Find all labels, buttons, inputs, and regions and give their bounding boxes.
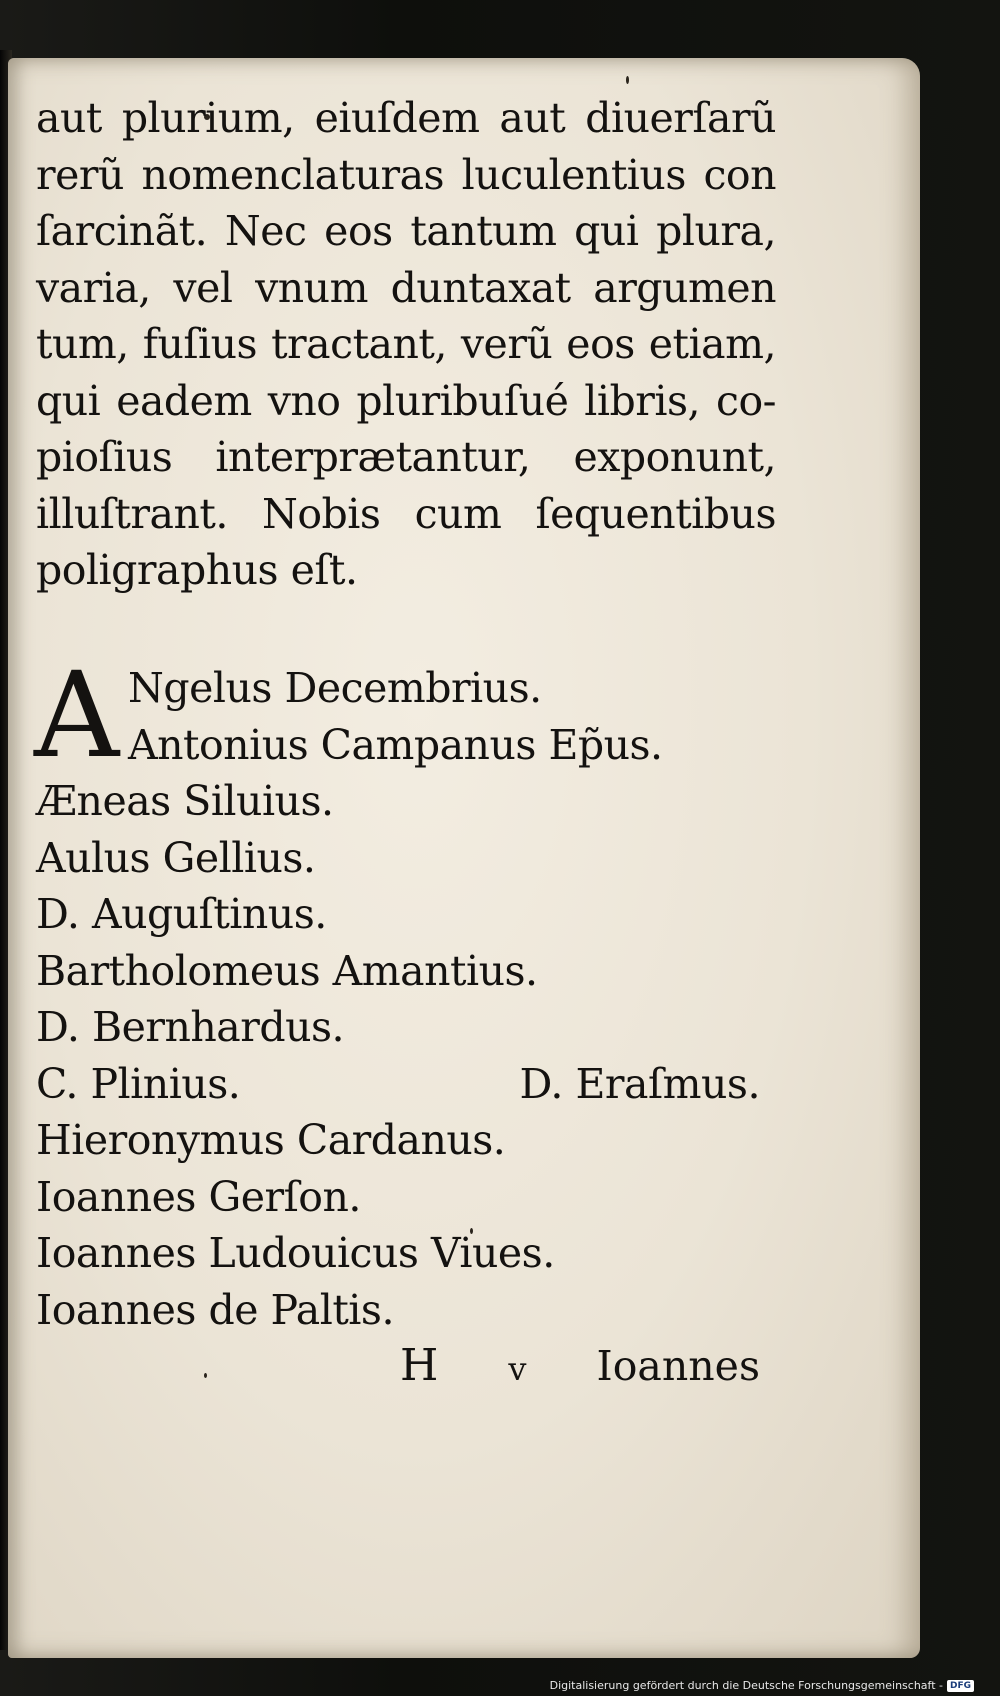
author-name: Bartholomeus Amantius. — [36, 946, 538, 995]
author-name: Ioannes de Paltis. — [36, 1285, 394, 1334]
body-paragraph — [36, 90, 776, 599]
drop-cap-letter: A — [34, 646, 119, 784]
credit-text: Digitalisierung gefördert durch die Deutsche Forschungsgemeinschaft - — [549, 1679, 943, 1692]
author-name: Antonius Campanus Ep̃us. — [128, 720, 663, 769]
signature-mark: H — [400, 1340, 439, 1391]
author-name: Ioannes Gerſon. — [36, 1172, 361, 1221]
ink-speck — [204, 1373, 207, 1378]
body-line: illuſtrant. Nobis cum ſequentibus — [36, 489, 776, 538]
author-name: D. Auguſtinus. — [36, 890, 327, 938]
author-name: Æneas Siluius. — [36, 777, 334, 825]
author-name: Ngelus Decembrius. — [128, 664, 542, 712]
body-line: tum, fuſius tractant, verũ eos etiam, — [36, 320, 776, 368]
ink-speck — [626, 76, 629, 84]
body-line: aut plurium, eiuſdem aut diuerſarũ — [36, 94, 776, 142]
dfg-logo-icon: DFG — [947, 1680, 974, 1692]
author-name: D. Bernhardus. — [36, 1003, 345, 1051]
author-list — [34, 646, 760, 1338]
author-name: C. Plinius. — [36, 1059, 241, 1108]
body-line: ſarcinãt. Nec eos tantum qui plura, — [36, 207, 776, 255]
digitization-credit — [550, 1679, 974, 1692]
signature-catchword-line — [400, 1340, 760, 1391]
drop-cap-entry — [34, 646, 756, 784]
drop-cap-lines — [128, 660, 663, 773]
author-name-pair — [36, 1056, 760, 1113]
body-line: rerũ nomenclaturas luculentius con — [36, 150, 776, 199]
author-name: D. Eraſmus. — [519, 1059, 760, 1108]
catchword: Ioannes — [596, 1342, 760, 1390]
author-name: Aulus Gellius. — [36, 833, 316, 882]
author-name: Hieronymus Cardanus. — [36, 1116, 506, 1164]
body-line: poligraphus eſt. — [36, 546, 358, 594]
body-line: qui eadem vno pluribuſué libris, co- — [36, 376, 776, 425]
body-line: pioſius interprætantur, exponunt, — [36, 433, 776, 481]
body-line: varia, vel vnum duntaxat argumen — [36, 263, 776, 312]
author-name: Ioannes Ludouicus Viues. — [36, 1229, 555, 1277]
signature-number: v — [508, 1350, 527, 1388]
